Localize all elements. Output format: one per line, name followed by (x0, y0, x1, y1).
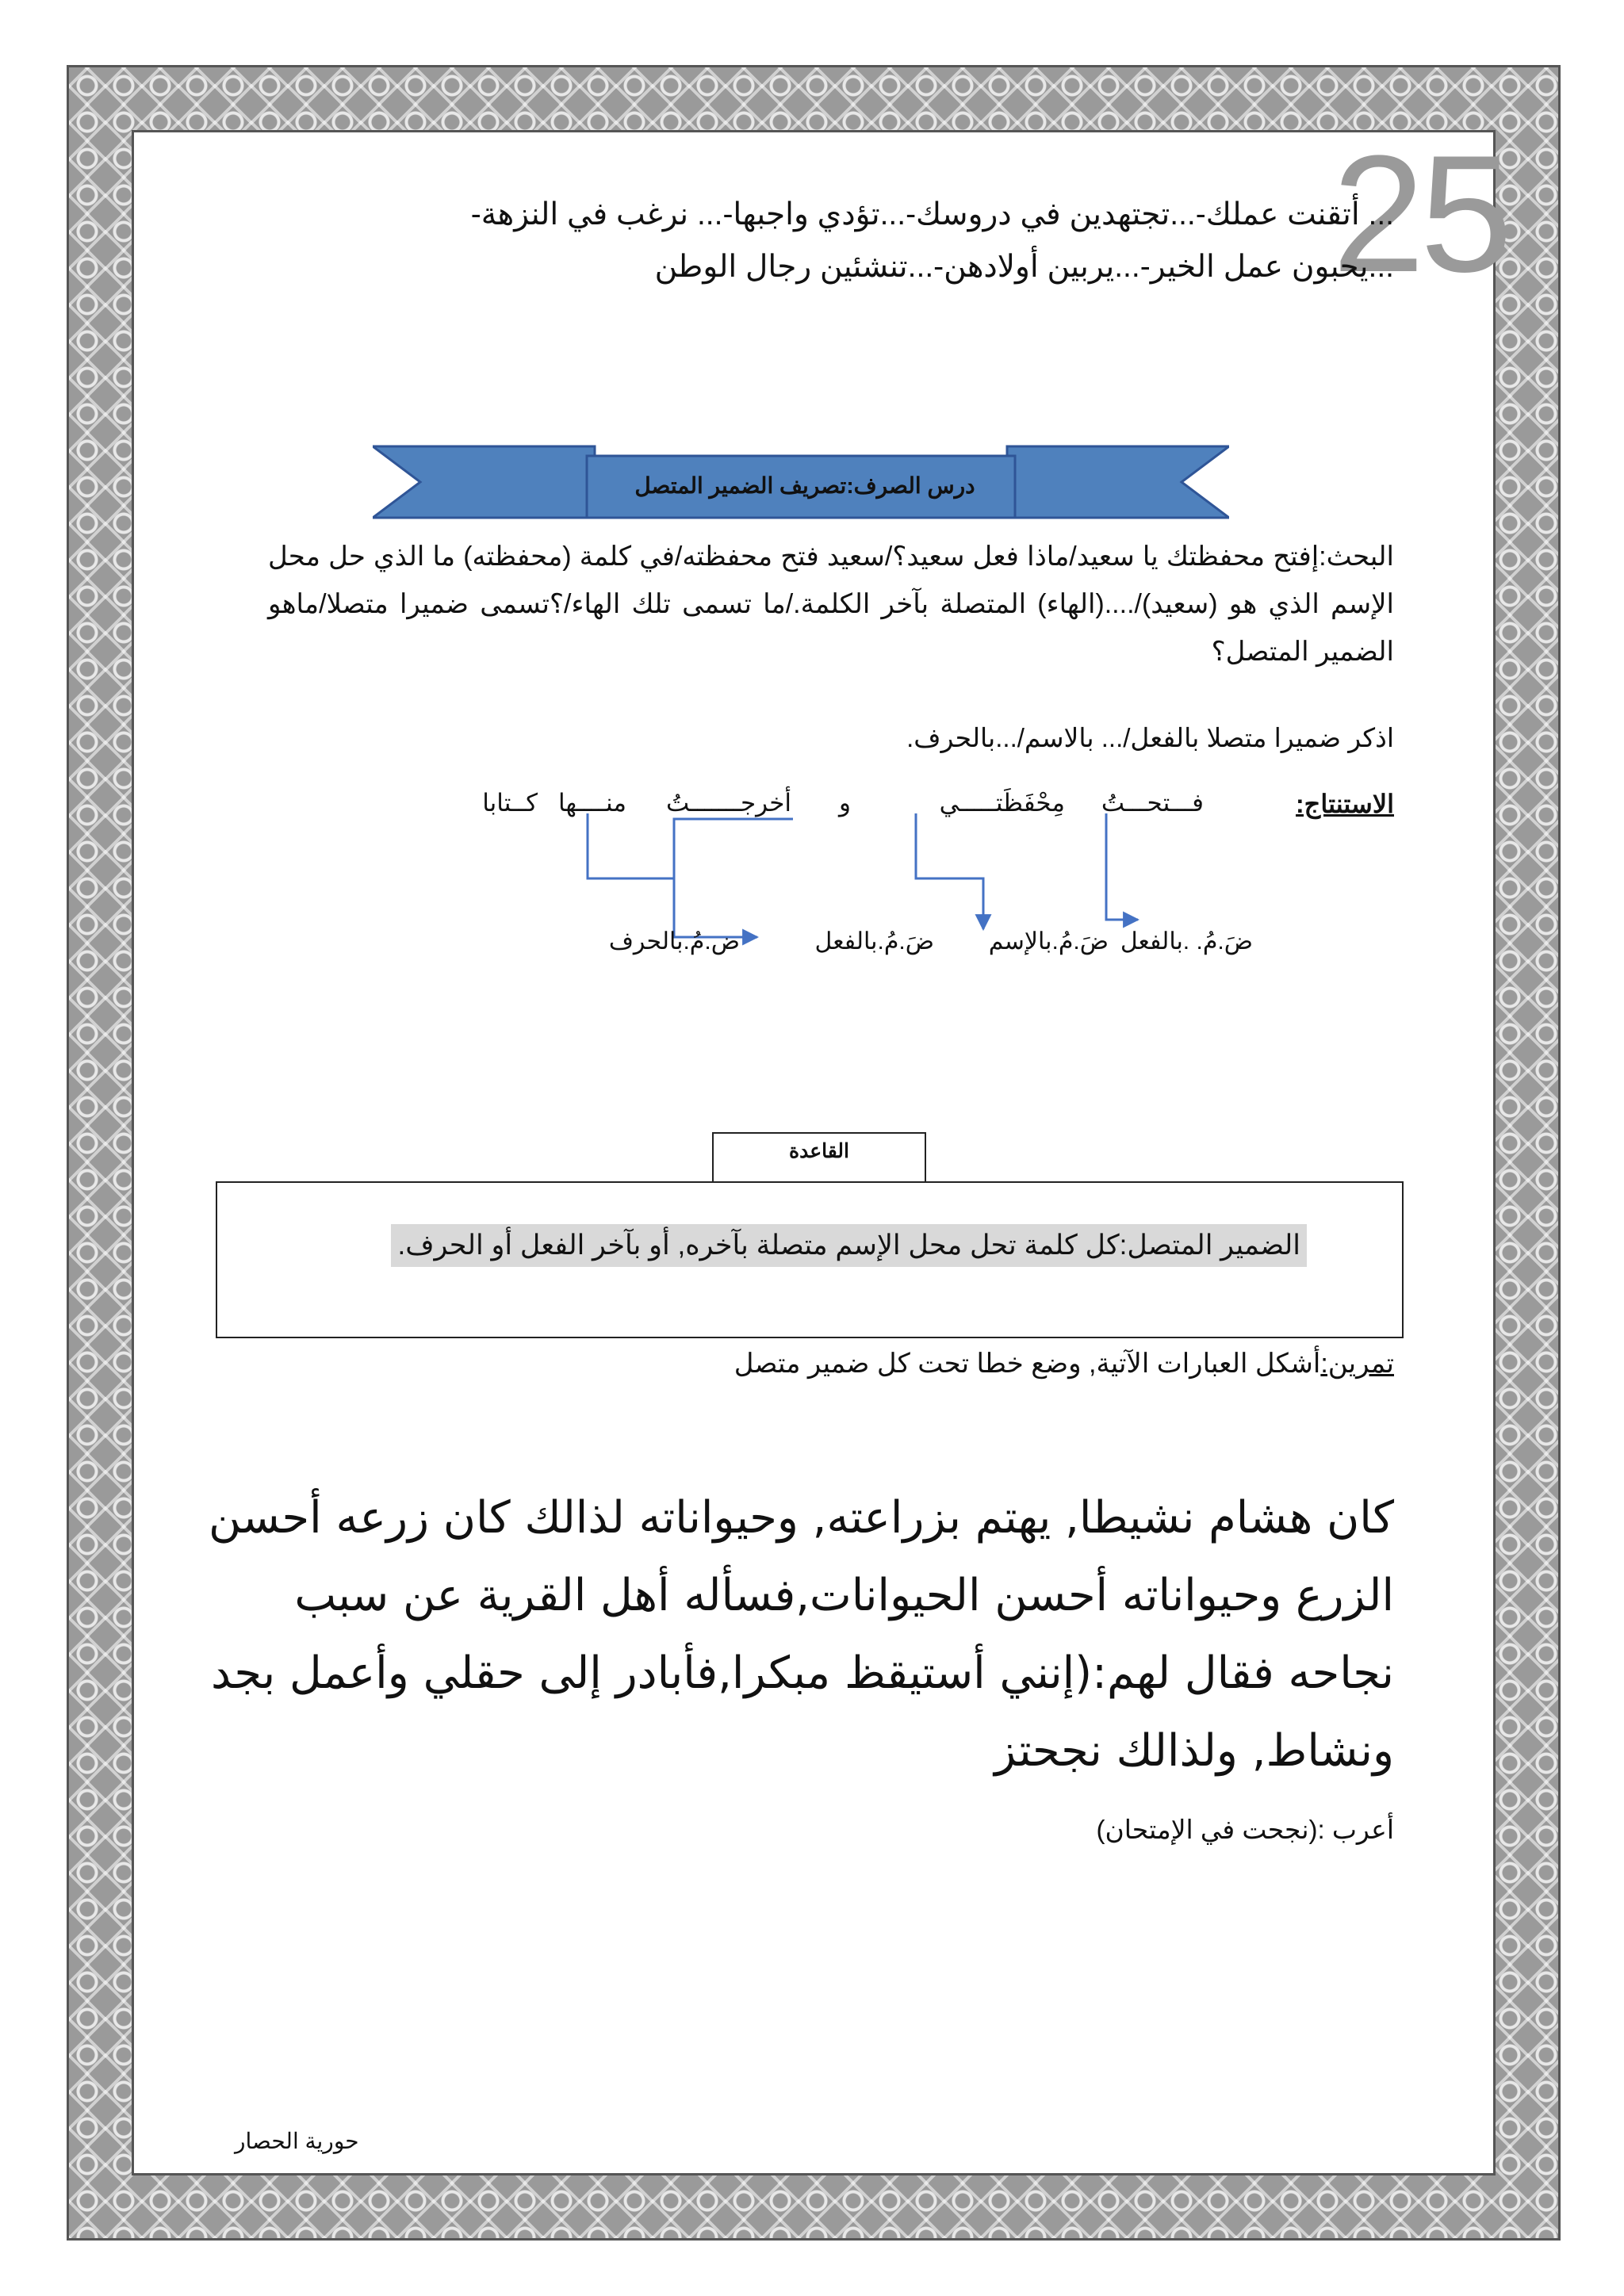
intro-line-2: ...يحبون عمل الخير-...يربين أولادهن-...تنشئين رجال الوطن (654, 250, 1394, 284)
example-word-wa: و (839, 789, 851, 817)
exercise-story: كان هشام نشيطا, يهتم بزراعته, وحيواناته لذالك كان زرعه أحسن الزرع وحيواناته أحسن الحيوانات,فسأله أهل القرية عن سبب نجاحه فقال لهم:(إنني أستيقظ مبكرا,فأبادر إلى حقلي وأعمل بجد ونشاط, ولذالك نجحتز (208, 1492, 1394, 1777)
exercise-text: أشكل العبارات الآتية, وضع خطا تحت كل ضمير متصل (733, 1349, 1321, 1379)
pronoun-label-noun: ضَ.مُ.بالإسم (988, 928, 1109, 955)
pronoun-label-verb-2: ضَ.مُ.بالفعل (814, 928, 934, 955)
author-name: حورية الحصار (235, 2129, 359, 2153)
example-word-mihfazati: مِحْفَظَتـــــي (939, 789, 1065, 817)
exercise-instruction (268, 1340, 1394, 1387)
arrow-verb-2 (674, 819, 793, 937)
rule-text: الضمير المتصل:كل كلمة تحل محل الإسم متصلة بآخره, أو بآخر الفعل أو الحرف. (391, 1224, 1307, 1267)
page-number: 25 (1332, 121, 1508, 307)
banner-ribbon-left (373, 446, 595, 518)
banner-ribbon-right (1007, 446, 1229, 518)
exercise-label: تمرين: (1320, 1349, 1394, 1379)
intro-exercise (244, 189, 1394, 293)
example-word-fatahtu: فـــتحـــتُ (1101, 789, 1204, 817)
mention-instruction: اذكر ضميرا متصلا بالفعل/... بالاسم/...بالحرف. (906, 723, 1394, 752)
pronoun-label-verb-1: ضَ.مُ. .بالفعل (1120, 928, 1253, 955)
intro-line-1: ... أتقنت عملك-...تجتهدين في دروسك-...تؤدي واجبها-... نرغب في النزهة- (470, 197, 1394, 232)
example-word-kitaban: كــتابا (482, 789, 538, 817)
conclusion-label: الاستنتاج: (1296, 790, 1394, 818)
rule-box (216, 1181, 1404, 1338)
pronoun-label-particle: ض.مُ.بالحرف (608, 928, 740, 955)
arrow-particle (588, 813, 674, 929)
arrow-verb-1 (1106, 813, 1138, 920)
parse-instruction: أعرب :(نجحت في الإمتحان) (1096, 1815, 1394, 1844)
arrow-noun (916, 813, 983, 929)
example-word-akhrajtu: أخرجـــــــتُ (665, 789, 791, 817)
lesson-title: درس الصرف:تصريف الضمير المتصل (634, 473, 975, 498)
example-word-minha: منــــها (557, 789, 626, 817)
research-paragraph: البحث:إفتح محفظتك يا سعيد/ماذا فعل سعيد؟/سعيد فتح محفظته/في كلمة (محفظته) ما الذي حل محل الإسم الذي هو (سعيد)/....(الهاء) المتصلة بآخر الكلمة./ما تسمى تلك الهاء/؟تسمى ضميرا متصلا/ماهو الضمير المتصل؟ (268, 541, 1394, 667)
rule-title: القاعدة (712, 1132, 926, 1183)
